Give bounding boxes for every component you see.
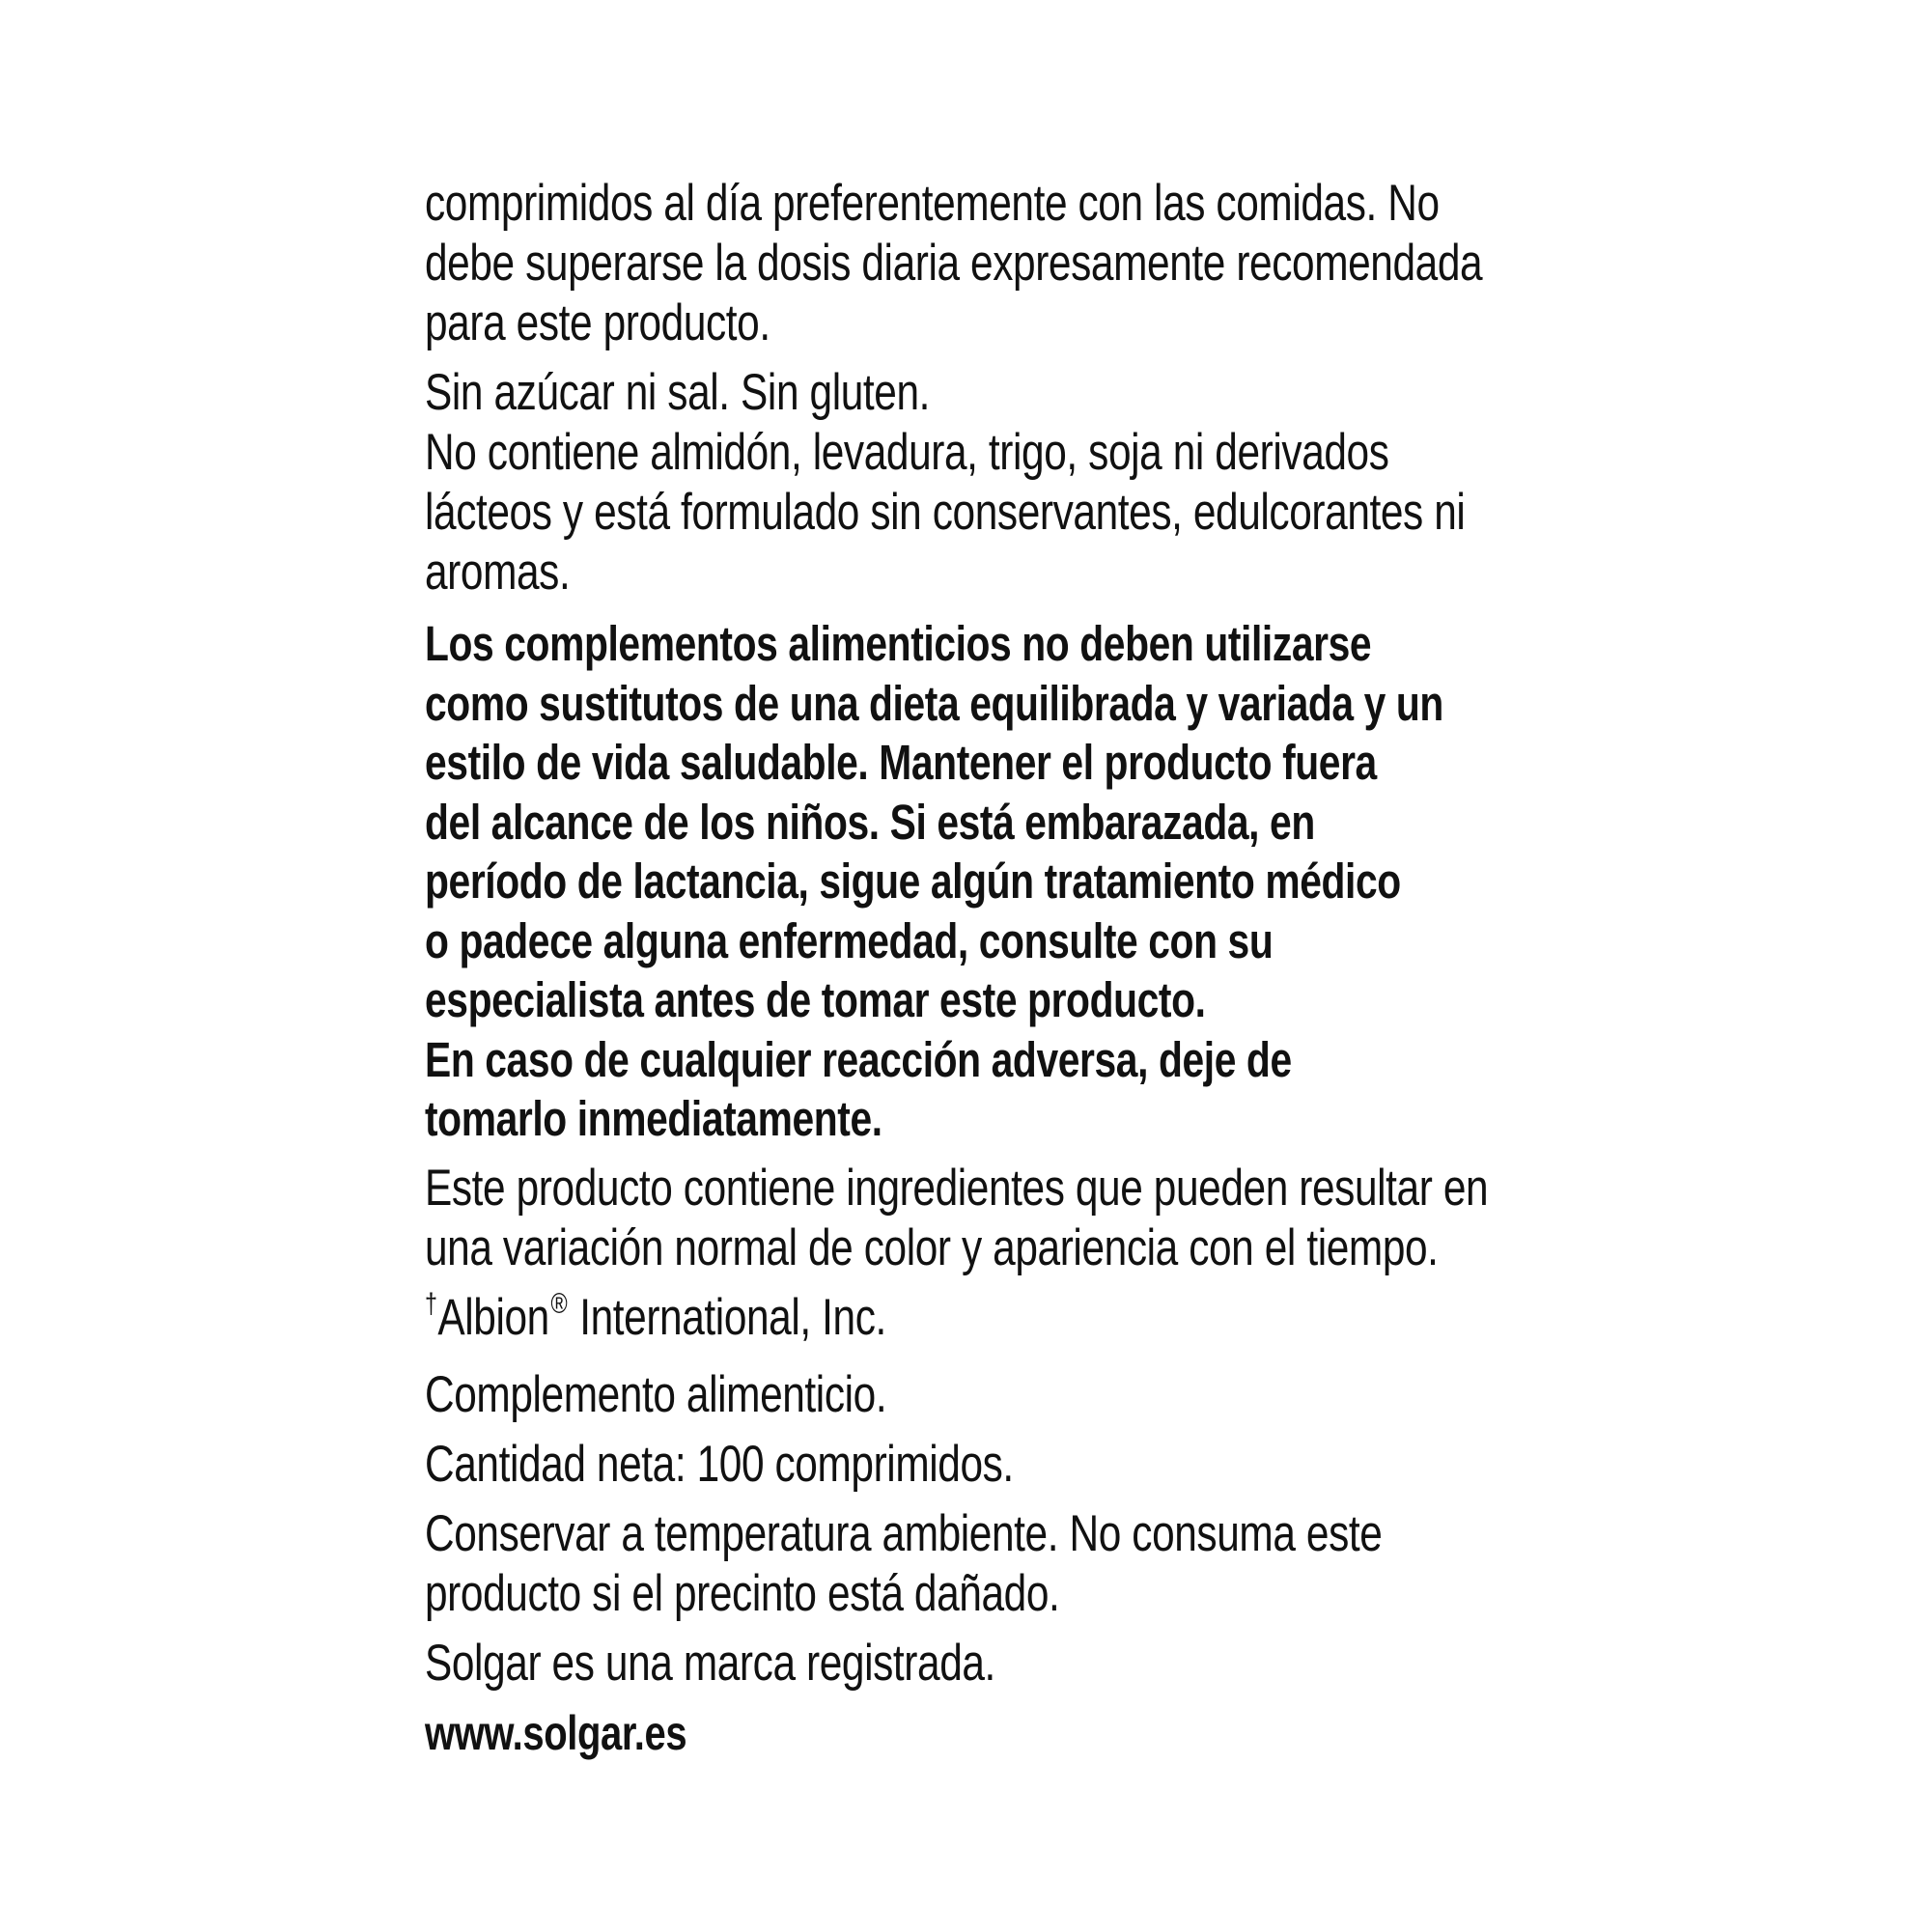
warning-line: En caso de cualquier reacción adversa, deje de [425, 1031, 1292, 1087]
warning-line: especialista antes de tomar este producto. [425, 972, 1206, 1027]
storage-paragraph [425, 1504, 1564, 1624]
website-paragraph [425, 1703, 1564, 1763]
trademark-note-line [425, 1288, 1336, 1356]
warning-line: como sustitutos de una dieta equilibrada y variada y un [425, 675, 1443, 731]
net-quantity-paragraph [425, 1435, 1564, 1495]
product-type-line: Complemento alimenticio. [425, 1365, 887, 1423]
warning-paragraph [425, 614, 1564, 1149]
warning-line: Los complementos alimenticios no deben utilizarse [425, 616, 1372, 671]
registered-brand-paragraph [425, 1634, 1564, 1694]
registered-mark: ® [550, 1288, 568, 1320]
dagger-mark: † [425, 1288, 437, 1320]
free-from-line: Sin azúcar ni sal. Sin gluten. [425, 364, 931, 421]
warning-line: del alcance de los niños. Si está embarazada, en [425, 794, 1315, 850]
warning-line: período de lactancia, sigue algún tratamiento médico [425, 854, 1401, 909]
directions-line: debe superarse la dosis diaria expresamente recomendada [425, 235, 1483, 292]
storage-line: producto si el precinto está dañado. [425, 1564, 1060, 1622]
variation-note-line: una variación normal de color y apariencia con el tiempo. [425, 1218, 1439, 1276]
company-name: International, Inc. [568, 1288, 886, 1346]
storage-line: Conservar a temperatura ambiente. No consuma este [425, 1504, 1383, 1562]
albion-brand-name: Albion [437, 1288, 549, 1346]
product-label-text [425, 174, 1564, 1763]
does-not-contain-line: No contiene almidón, levadura, trigo, soja ni derivados [425, 424, 1389, 481]
net-quantity-line: Cantidad neta: 100 comprimidos. [425, 1435, 1014, 1493]
directions-line: para este producto. [425, 294, 770, 351]
variation-note-line: Este producto contiene ingredientes que pueden resultar en [425, 1159, 1489, 1217]
warning-line: o padece alguna enfermedad, consulte con su [425, 912, 1274, 968]
does-not-contain-paragraph [425, 423, 1564, 602]
directions-paragraph [425, 174, 1564, 353]
does-not-contain-line: aromas. [425, 544, 571, 601]
does-not-contain-line: lácteos y está formulado sin conservantes, edulcorantes ni [425, 484, 1466, 541]
website-url: www.solgar.es [425, 1705, 687, 1760]
registered-brand-line: Solgar es una marca registrada. [425, 1634, 995, 1692]
variation-note-paragraph [425, 1159, 1564, 1278]
free-from-paragraph [425, 363, 1564, 423]
warning-line: estilo de vida saludable. Mantener el producto fuera [425, 735, 1377, 790]
warning-line: tomarlo inmediatamente. [425, 1091, 882, 1146]
directions-line: comprimidos al día preferentemente con las comidas. No [425, 175, 1440, 232]
trademark-note-paragraph [425, 1288, 1564, 1356]
product-type-paragraph [425, 1365, 1564, 1425]
